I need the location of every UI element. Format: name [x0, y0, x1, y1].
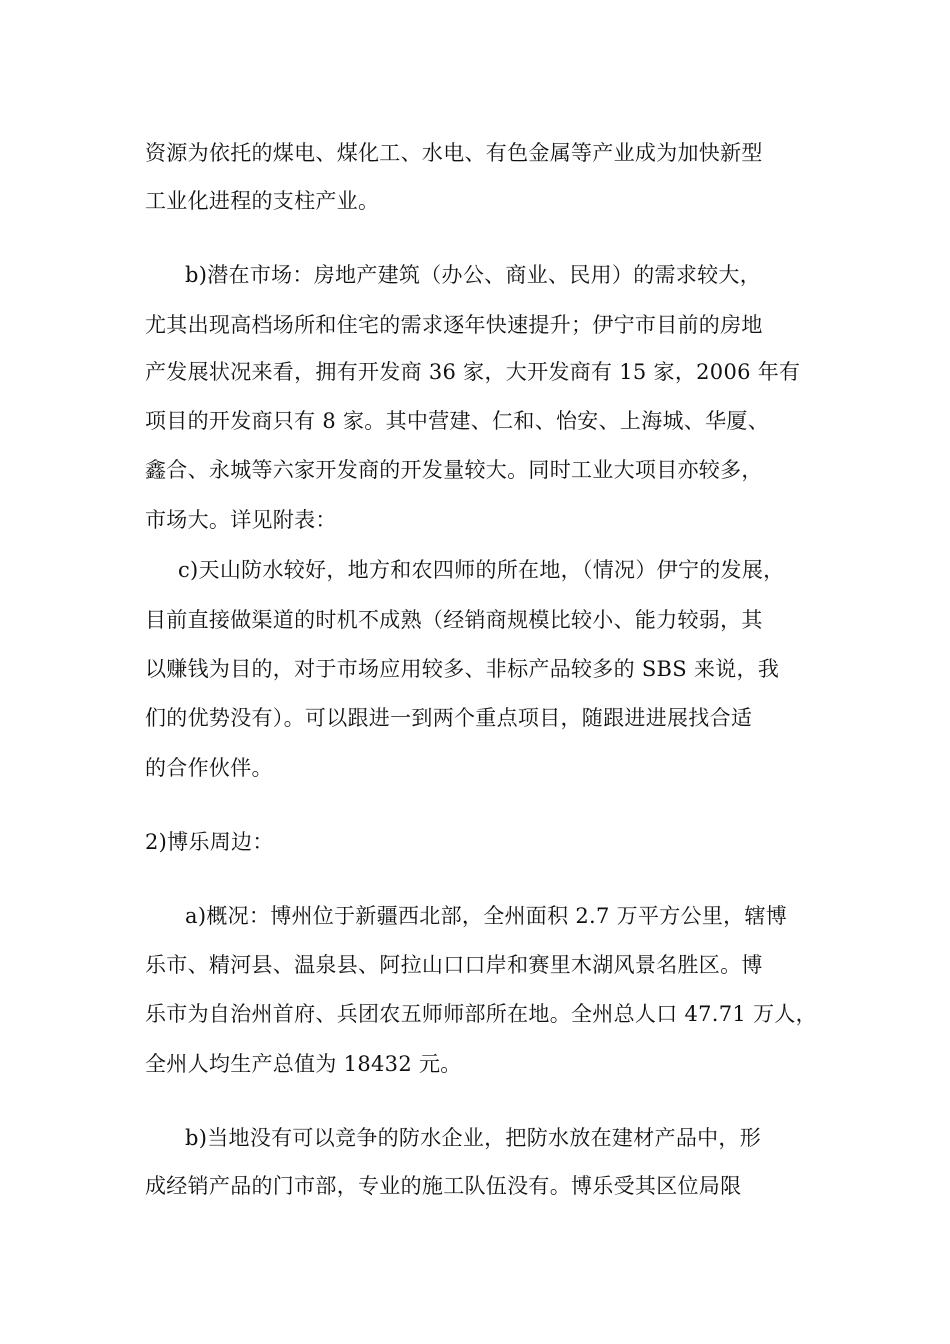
text-line: a)概况：博州位于新疆西北部，全州面积 2.7 万平方公里，辖博 — [185, 904, 788, 928]
text-line: 尤其出现高档场所和住宅的需求逐年快速提升；伊宁市目前的房地 — [145, 313, 763, 337]
text-line: 成经销产品的门市部，专业的施工队伍没有。博乐受其区位局限 — [145, 1174, 742, 1198]
text-line: 的合作伙伴。 — [145, 756, 273, 780]
text-line: 目前直接做渠道的时机不成熟（经销商规模比较小、能力较弱，其 — [145, 608, 763, 632]
text-line: c)天山防水较好，地方和农四师的所在地，（情况）伊宁的发展， — [178, 558, 785, 582]
text-line: 资源为依托的煤电、煤化工、水电、有色金属等产业成为加快新型 — [145, 141, 763, 165]
text-line: 鑫合、永城等六家开发商的开发量较大。同时工业大项目亦较多， — [145, 458, 763, 482]
text-line: b)潜在市场：房地产建筑（办公、商业、民用）的需求较大， — [185, 263, 762, 287]
text-line: 产发展状况来看，拥有开发商 36 家，大开发商有 15 家，2006 年有 — [145, 360, 801, 384]
section-heading: 2)博乐周边： — [145, 830, 274, 854]
text-line: 乐市、精河县、温泉县、阿拉山口口岸和赛里木湖风景名胜区。博 — [145, 953, 763, 977]
text-line: 市场大。详见附表： — [145, 508, 337, 532]
text-line: 以赚钱为目的，对于市场应用较多、非标产品较多的 SBS 来说，我 — [145, 657, 780, 681]
text-line: 们的优势没有）。可以跟进一到两个重点项目，随跟进进展找合适 — [145, 706, 753, 730]
text-line: 工业化进程的支柱产业。 — [145, 189, 380, 213]
text-line: 乐市为自治州首府、兵团农五师师部所在地。全州总人口 47.71 万人， — [145, 1002, 817, 1026]
text-line: 项目的开发商只有 8 家。其中营建、仁和、怡安、上海城、华厦、 — [145, 409, 770, 433]
text-line: 全州人均生产总值为 18432 元。 — [145, 1052, 462, 1076]
text-line: b)当地没有可以竞争的防水企业，把防水放在建材产品中，形 — [185, 1126, 762, 1150]
